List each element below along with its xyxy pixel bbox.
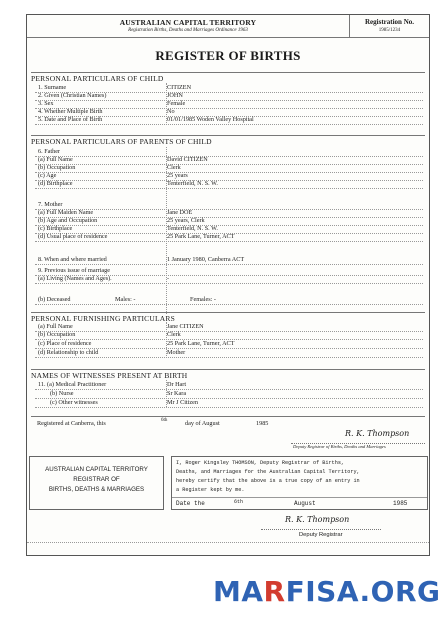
row-label: (b) Nurse [50, 390, 74, 397]
divider [27, 542, 429, 543]
mother-row-residence [35, 233, 423, 242]
females-count: Females: - [190, 296, 216, 303]
row-value: 01/01/1985 Woden Valley Hospital [167, 116, 254, 123]
date-month: August [294, 500, 316, 507]
stamp-line-2: Deaths, and Marriages for the Australian Capital Territory, [176, 469, 360, 475]
row-value: Mr J Citizen [167, 399, 198, 406]
row-value: 25 years, Clerk [167, 217, 205, 224]
row-label: (b) Occupation [38, 164, 76, 171]
logo-text-prefix: MA [213, 575, 264, 608]
deceased-issue-row [35, 296, 423, 305]
registration-number: 1985/1234 [378, 28, 401, 33]
registrar-signature: R. K. Thompson [345, 429, 410, 438]
row-value: 25 Park Lane, Turner, ACT [167, 340, 235, 347]
row-value: Clerk [167, 331, 181, 338]
header-title-box [27, 15, 350, 38]
child-section-heading: PERSONAL PARTICULARS OF CHILD [31, 72, 425, 83]
row-label: (d) Birthplace [38, 180, 73, 187]
row-label: (a) Living (Names and Ages). [38, 275, 112, 282]
row-label: (a) Full Maiden Name [38, 209, 94, 216]
stamp-line-1: I, Roger Kingsley THOMSON, Deputy Registrar of Births, [176, 460, 345, 466]
row-value: Clerk [167, 164, 181, 171]
row-label: 1. Surname [38, 84, 67, 91]
header-title: AUSTRALIAN CAPITAL TERRITORY [119, 18, 257, 27]
row-value: No [167, 108, 175, 115]
marfisa-watermark-logo [213, 575, 441, 608]
father-row-birthplace [35, 180, 423, 189]
registrar-caption: Deputy Registrar of Births, Deaths and Marriages [293, 444, 386, 449]
birth-register-document [26, 14, 430, 556]
row-value: JOHN [167, 92, 183, 99]
row-value: 25 Park Lane, Turner, ACT [167, 233, 235, 240]
row-label: 2. Given (Christian Names) [38, 92, 107, 99]
row-value: Sr Kara [167, 390, 187, 397]
logo-text-highlight: R [263, 575, 286, 608]
marriage-row [35, 256, 423, 265]
row-label: (c) Birthplace [38, 225, 73, 232]
row-label: 5. Date and Place of Birth [38, 116, 103, 123]
authority-line-2: REGISTRAR OF [73, 476, 120, 483]
authority-line-1: AUSTRALIAN CAPITAL TERRITORY [45, 466, 148, 473]
parents-section-heading: PERSONAL PARTICULARS OF PARENTS OF CHILD [31, 135, 425, 146]
row-label: (a) Full Name [38, 156, 73, 163]
page-title: REGISTER OF BIRTHS [155, 48, 301, 63]
row-label: 7. Mother [38, 201, 63, 208]
living-issue-row [35, 275, 423, 284]
informant-row-occupation [35, 331, 423, 340]
row-label: (b) Deceased [38, 296, 71, 303]
males-count: Males: - [115, 296, 136, 303]
row-label: (c) Other witnesses [50, 399, 98, 406]
informant-section-heading: PERSONAL FURNISHING PARTICULARS [31, 312, 425, 323]
witness-row-medical [35, 381, 423, 390]
stamp-line-4: a Register kept by me. [176, 487, 245, 493]
informant-row-residence [35, 340, 423, 349]
witness-row-nurse [35, 390, 423, 399]
certification-stamp [171, 456, 428, 510]
header-subtitle: Registration Births, Deaths and Marriages Ordinance 1963 [128, 28, 248, 33]
child-row-date-place [35, 116, 423, 125]
registration-day: 6th [161, 418, 168, 423]
row-value: Tenterfield, N. S. W. [167, 225, 218, 232]
signature-line [261, 529, 381, 530]
registration-text: Registered at Canberra, this [37, 420, 106, 427]
authority-box [29, 456, 164, 510]
row-label: (a) Full Name [38, 323, 73, 330]
row-label: (b) Age and Occupation [38, 217, 98, 224]
row-label: (c) Age [38, 172, 57, 179]
row-label: (c) Place of residence [38, 340, 92, 347]
divider [31, 416, 425, 417]
row-label: 3. Sex [38, 100, 54, 107]
row-value: Tenterfield, N. S. W. [167, 180, 218, 187]
row-value: Dr Hart [167, 381, 187, 388]
row-value: CITIZEN [167, 84, 192, 91]
row-label: 4. Whether Multiple Birth [38, 108, 103, 115]
authority-line-3: BIRTHS, DEATHS & MARRIAGES [48, 486, 145, 493]
registration-month: day of August [185, 420, 220, 427]
divider [172, 497, 427, 498]
row-value: 25 years [167, 172, 188, 179]
row-value: Jane DOE [167, 209, 193, 216]
stamp-line-3: hereby certify that the above is a true copy of an entry in [176, 478, 360, 484]
row-label: 9. Previous issue of marriage [38, 267, 110, 274]
registration-number-box [350, 15, 429, 38]
row-label: (d) Usual place of residence [38, 233, 108, 240]
row-value: Female [167, 100, 186, 107]
row-value: - [167, 275, 170, 282]
row-label: 8. When and where married [38, 256, 107, 263]
certifier-signature: R. K. Thompson [285, 515, 350, 524]
row-label: (b) Occupation [38, 331, 76, 338]
witnesses-section-heading: NAMES OF WITNESSES PRESENT AT BIRTH [31, 369, 425, 380]
row-value: Mother [167, 349, 186, 356]
row-label: (d) Relationship to child [38, 349, 99, 356]
row-value: Jane CITIZEN [167, 323, 204, 330]
certifier-caption: Deputy Registrar [299, 532, 343, 538]
row-value: David CITIZEN [167, 156, 208, 163]
date-year: 1985 [393, 500, 408, 507]
row-label: 11. (a) Medical Practitioner [38, 381, 107, 388]
logo-text-suffix: FISA.ORG [285, 575, 441, 608]
registration-year: 1985 [256, 420, 269, 427]
date-day: 6th [234, 499, 244, 505]
registration-label: Registration No. [365, 18, 414, 26]
date-label: Date the [176, 500, 205, 507]
informant-row-relationship [35, 349, 423, 358]
row-value: 1 January 1980, Canberra ACT [167, 256, 245, 263]
row-label: 6. Father [38, 148, 60, 155]
witness-row-other [35, 399, 423, 408]
